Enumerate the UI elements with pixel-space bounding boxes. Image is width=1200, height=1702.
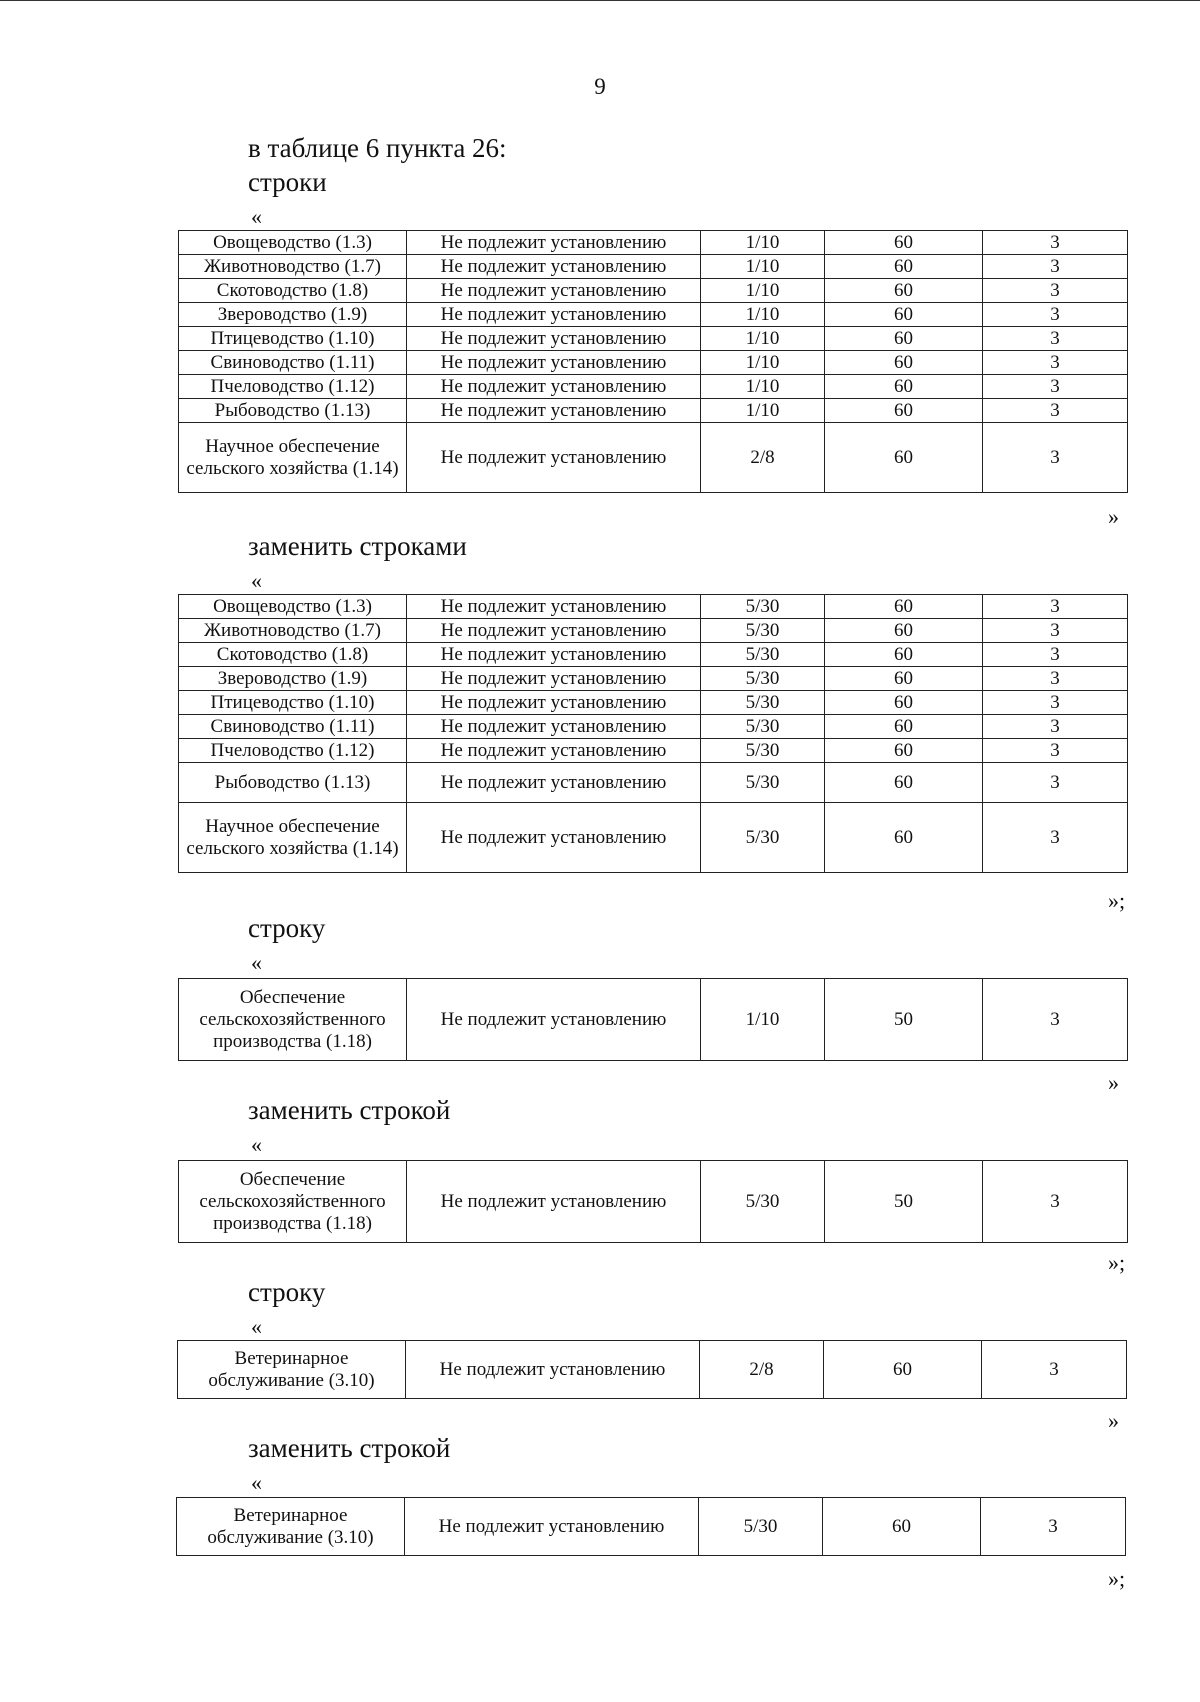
table-row	[179, 1161, 1128, 1243]
section-heading: строку	[248, 913, 326, 943]
cell-class: 3	[983, 375, 1128, 399]
cell-parameter: Не подлежит установлению	[407, 231, 701, 255]
intro-heading-line2: строки	[248, 167, 327, 197]
cell-type-name: Овощеводство (1.3)	[179, 231, 407, 255]
cell-ratio: 2/8	[701, 423, 825, 493]
cell-ratio: 5/30	[701, 595, 825, 619]
cell-value: 60	[825, 423, 983, 493]
cell-ratio: 5/30	[701, 715, 825, 739]
cell-value: 60	[825, 303, 983, 327]
cell-type-name: Свиноводство (1.11)	[179, 351, 407, 375]
cell-value: 60	[823, 1498, 981, 1556]
cell-type-name: Животноводство (1.7)	[179, 255, 407, 279]
cell-value: 60	[825, 399, 983, 423]
table-row	[179, 739, 1128, 763]
cell-parameter: Не подлежит установлению	[406, 1341, 700, 1399]
cell-ratio: 5/30	[699, 1498, 823, 1556]
table-row	[179, 979, 1128, 1061]
cell-class: 3	[983, 327, 1128, 351]
cell-ratio: 1/10	[701, 279, 825, 303]
cell-ratio: 1/10	[701, 979, 825, 1061]
cell-ratio: 5/30	[701, 1161, 825, 1243]
table-original-row-1-18	[178, 978, 1128, 1061]
cell-type-name: Звероводство (1.9)	[179, 667, 407, 691]
cell-parameter: Не подлежит установлению	[407, 643, 701, 667]
open-quote: «	[251, 950, 262, 975]
close-quote: »	[1108, 504, 1119, 529]
table-row	[179, 619, 1128, 643]
cell-ratio: 5/30	[701, 691, 825, 715]
cell-class: 3	[983, 715, 1128, 739]
cell-type-name: Скотоводство (1.8)	[179, 643, 407, 667]
cell-type-name: Научное обеспечение сельского хозяйства (1.14)	[179, 423, 407, 493]
cell-class: 3	[981, 1498, 1126, 1556]
cell-parameter: Не подлежит установлению	[407, 375, 701, 399]
section-heading: строку	[248, 1277, 326, 1307]
cell-ratio: 2/8	[700, 1341, 824, 1399]
table-row	[179, 231, 1128, 255]
cell-class: 3	[983, 303, 1128, 327]
open-quote: «	[251, 1470, 262, 1495]
cell-type-name: Звероводство (1.9)	[179, 303, 407, 327]
open-quote: «	[251, 1314, 262, 1339]
cell-value: 60	[825, 803, 983, 873]
table-row	[179, 327, 1128, 351]
cell-class: 3	[983, 691, 1128, 715]
cell-parameter: Не подлежит установлению	[405, 1498, 699, 1556]
cell-ratio: 5/30	[701, 739, 825, 763]
cell-value: 60	[825, 231, 983, 255]
cell-class: 3	[983, 351, 1128, 375]
close-quote: »	[1108, 1408, 1119, 1433]
cell-type-name: Животноводство (1.7)	[179, 619, 407, 643]
close-quote: »;	[1108, 1566, 1126, 1591]
table-original-row-3-10	[177, 1340, 1127, 1399]
table-row	[179, 423, 1128, 493]
table-row	[179, 763, 1128, 803]
cell-ratio: 1/10	[701, 327, 825, 351]
cell-type-name: Научное обеспечение сельского хозяйства (1.14)	[179, 803, 407, 873]
table-row	[179, 691, 1128, 715]
cell-value: 60	[825, 595, 983, 619]
cell-value: 50	[825, 979, 983, 1061]
cell-value: 60	[825, 327, 983, 351]
cell-parameter: Не подлежит установлению	[407, 351, 701, 375]
intro-heading-line1: в таблице 6 пункта 26:	[248, 133, 507, 163]
cell-class: 3	[983, 619, 1128, 643]
cell-ratio: 5/30	[701, 619, 825, 643]
open-quote: «	[251, 568, 262, 593]
table-original-rows	[178, 230, 1128, 493]
cell-type-name: Ветеринарное обслуживание (3.10)	[178, 1341, 406, 1399]
close-quote: »;	[1108, 1250, 1126, 1275]
open-quote: «	[251, 204, 262, 229]
cell-parameter: Не подлежит установлению	[407, 803, 701, 873]
cell-parameter: Не подлежит установлению	[407, 1161, 701, 1243]
table-replacement-row-1-18	[178, 1160, 1128, 1243]
cell-class: 3	[983, 399, 1128, 423]
table-row	[177, 1498, 1126, 1556]
cell-class: 3	[983, 1161, 1128, 1243]
cell-class: 3	[983, 643, 1128, 667]
cell-class: 3	[983, 231, 1128, 255]
open-quote: «	[251, 1132, 262, 1157]
cell-parameter: Не подлежит установлению	[407, 763, 701, 803]
close-quote: »	[1108, 1070, 1119, 1095]
cell-type-name: Пчеловодство (1.12)	[179, 739, 407, 763]
table-replacement-row-3-10	[176, 1497, 1126, 1556]
cell-value: 60	[825, 619, 983, 643]
section-heading: заменить строкой	[248, 1095, 451, 1125]
cell-value: 60	[825, 375, 983, 399]
cell-value: 60	[825, 667, 983, 691]
cell-value: 60	[825, 279, 983, 303]
cell-parameter: Не подлежит установлению	[407, 619, 701, 643]
cell-parameter: Не подлежит установлению	[407, 715, 701, 739]
cell-parameter: Не подлежит установлению	[407, 399, 701, 423]
cell-type-name: Обеспечение сельскохозяйственного производства (1.18)	[179, 1161, 407, 1243]
cell-parameter: Не подлежит установлению	[407, 279, 701, 303]
cell-class: 3	[983, 739, 1128, 763]
cell-type-name: Рыбоводство (1.13)	[179, 399, 407, 423]
section-heading: заменить строками	[248, 531, 467, 561]
cell-ratio: 5/30	[701, 667, 825, 691]
cell-parameter: Не подлежит установлению	[407, 667, 701, 691]
table-row	[178, 1341, 1127, 1399]
cell-type-name: Пчеловодство (1.12)	[179, 375, 407, 399]
table-row	[179, 715, 1128, 739]
table-row	[179, 303, 1128, 327]
cell-ratio: 1/10	[701, 375, 825, 399]
cell-class: 3	[983, 763, 1128, 803]
cell-parameter: Не подлежит установлению	[407, 739, 701, 763]
cell-value: 60	[825, 715, 983, 739]
table-row	[179, 399, 1128, 423]
table-row	[179, 643, 1128, 667]
cell-parameter: Не подлежит установлению	[407, 691, 701, 715]
cell-type-name: Свиноводство (1.11)	[179, 715, 407, 739]
cell-type-name: Рыбоводство (1.13)	[179, 763, 407, 803]
table-row	[179, 667, 1128, 691]
table-row	[179, 803, 1128, 873]
table-row	[179, 279, 1128, 303]
cell-value: 60	[825, 739, 983, 763]
cell-ratio: 1/10	[701, 399, 825, 423]
cell-value: 60	[825, 643, 983, 667]
cell-value: 60	[824, 1341, 982, 1399]
table-row	[179, 351, 1128, 375]
cell-class: 3	[983, 667, 1128, 691]
cell-ratio: 1/10	[701, 351, 825, 375]
cell-ratio: 1/10	[701, 255, 825, 279]
cell-parameter: Не подлежит установлению	[407, 595, 701, 619]
cell-class: 3	[982, 1341, 1127, 1399]
cell-ratio: 1/10	[701, 231, 825, 255]
cell-type-name: Птицеводство (1.10)	[179, 691, 407, 715]
cell-parameter: Не подлежит установлению	[407, 423, 701, 493]
cell-ratio: 5/30	[701, 643, 825, 667]
cell-class: 3	[983, 423, 1128, 493]
cell-class: 3	[983, 979, 1128, 1061]
cell-ratio: 5/30	[701, 763, 825, 803]
cell-value: 60	[825, 691, 983, 715]
cell-ratio: 5/30	[701, 803, 825, 873]
cell-parameter: Не подлежит установлению	[407, 327, 701, 351]
cell-value: 60	[825, 255, 983, 279]
cell-class: 3	[983, 803, 1128, 873]
cell-parameter: Не подлежит установлению	[407, 303, 701, 327]
cell-type-name: Ветеринарное обслуживание (3.10)	[177, 1498, 405, 1556]
cell-ratio: 1/10	[701, 303, 825, 327]
cell-value: 60	[825, 763, 983, 803]
table-row	[179, 595, 1128, 619]
cell-class: 3	[983, 255, 1128, 279]
section-heading: заменить строкой	[248, 1433, 451, 1463]
cell-value: 60	[825, 351, 983, 375]
cell-type-name: Обеспечение сельскохозяйственного производства (1.18)	[179, 979, 407, 1061]
page-top-edge	[0, 0, 1200, 1]
cell-parameter: Не подлежит установлению	[407, 979, 701, 1061]
cell-type-name: Птицеводство (1.10)	[179, 327, 407, 351]
table-row	[179, 255, 1128, 279]
close-quote: »;	[1108, 888, 1126, 913]
cell-type-name: Скотоводство (1.8)	[179, 279, 407, 303]
page-number: 9	[594, 74, 606, 99]
table-replacement-rows	[178, 594, 1128, 873]
table-row	[179, 375, 1128, 399]
cell-parameter: Не подлежит установлению	[407, 255, 701, 279]
cell-type-name: Овощеводство (1.3)	[179, 595, 407, 619]
cell-class: 3	[983, 279, 1128, 303]
cell-value: 50	[825, 1161, 983, 1243]
cell-class: 3	[983, 595, 1128, 619]
